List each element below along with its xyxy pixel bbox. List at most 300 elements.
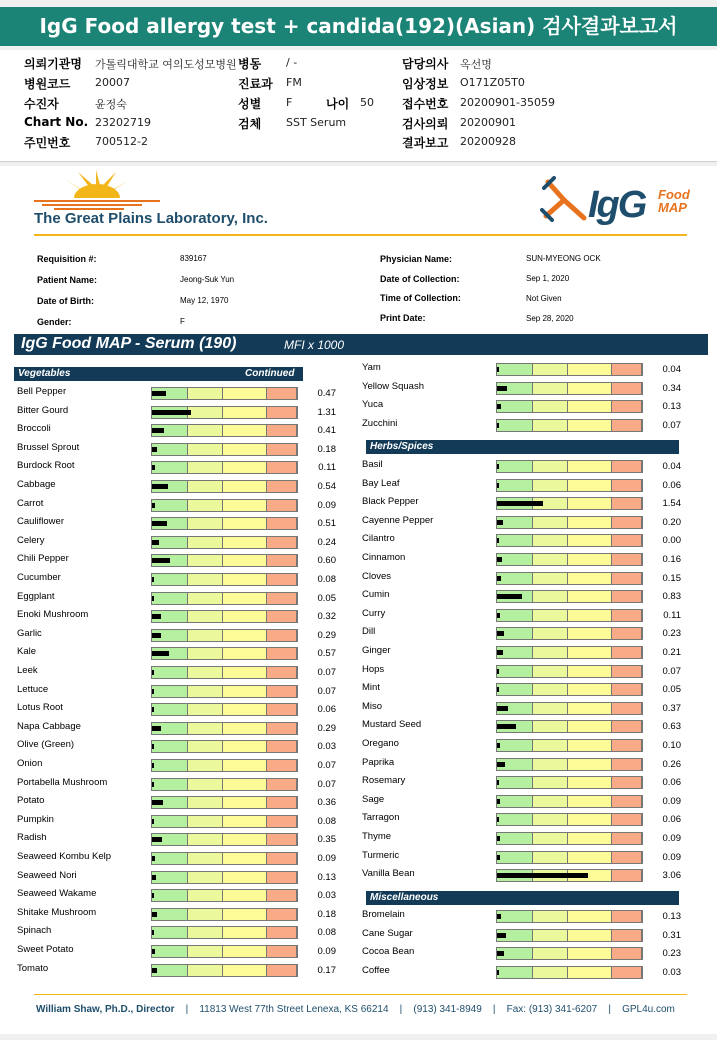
bar-zone [188, 723, 224, 734]
food-level-bar [496, 832, 643, 845]
food-level-fill [497, 687, 499, 692]
bar-zone [533, 364, 569, 375]
bar-zone [188, 946, 224, 957]
food-level-fill [497, 538, 499, 543]
food-name: Burdock Root [17, 460, 75, 472]
food-name: Tomato [17, 962, 49, 974]
bar-zone [188, 388, 224, 399]
bar-zone [533, 911, 569, 922]
misc-section-header [366, 891, 679, 905]
food-level-bar [151, 387, 298, 400]
chart-label: Chart No. [24, 115, 89, 129]
bar-zone [188, 407, 224, 418]
age-value: 50 [360, 96, 374, 109]
food-name: Potato [17, 795, 45, 807]
bar-zone [188, 481, 224, 492]
bar-zone [152, 574, 188, 585]
antibody-logo-icon [538, 174, 590, 222]
bar-zone [267, 760, 297, 771]
food-level-fill [497, 799, 500, 804]
food-name: Paprika [362, 756, 395, 768]
food-name: Basil [362, 459, 383, 470]
bar-zone [612, 740, 642, 751]
food-value: 0.15 [662, 572, 681, 584]
food-level-bar [496, 479, 643, 492]
bar-zone [267, 741, 297, 752]
panel-band [14, 334, 708, 355]
food-level-fill [497, 594, 522, 599]
bar-zone [188, 816, 224, 827]
food-level-bar [151, 685, 298, 698]
bar-zone [497, 461, 533, 472]
bar-zone [612, 814, 642, 825]
food-value: 0.13 [662, 401, 681, 413]
bar-zone [267, 630, 297, 641]
lab-request-header [0, 50, 717, 162]
request-value: 20200901 [460, 116, 516, 129]
food-level-bar [496, 947, 643, 960]
food-level-bar [151, 517, 298, 530]
food-name: Seaweed Kombu Kelp [17, 851, 112, 862]
food-level-bar [496, 720, 643, 733]
bar-zone [497, 401, 533, 412]
food-name: Bromelain [362, 909, 405, 920]
print-date-label: Print Date: [380, 313, 426, 323]
hospital-value: 가톨릭대학교 여의도성모병원 [95, 58, 237, 71]
food-level-bar [496, 739, 643, 752]
result-value: 20200928 [460, 135, 516, 148]
collection-date-value: Sep 1, 2020 [526, 274, 570, 283]
food-name: Lotus Root [17, 702, 63, 714]
food-name: Onion [17, 758, 43, 769]
food-value: 3.06 [662, 870, 681, 882]
bar-zone [188, 667, 224, 678]
bar-zone [533, 401, 569, 412]
food-level-fill [152, 949, 155, 954]
food-name: Cayenne Pepper [362, 514, 434, 526]
food-value: 0.08 [317, 927, 336, 939]
physician-value: SUN-MYEONG OCK [526, 254, 601, 263]
food-level-bar [496, 553, 643, 566]
bar-zone [267, 834, 297, 845]
bar-zone [533, 703, 569, 714]
bar-zone [267, 425, 297, 436]
bar-zone [568, 610, 612, 621]
bar-zone [223, 909, 267, 920]
food-value: 0.34 [662, 382, 681, 394]
food-value: 0.17 [317, 964, 336, 976]
bar-zone [188, 611, 224, 622]
bar-zone [188, 425, 224, 436]
food-level-bar [151, 889, 298, 902]
bar-zone [267, 890, 297, 901]
food-level-fill [152, 521, 167, 526]
bar-zone [497, 967, 533, 978]
food-name: Cumin [362, 589, 390, 601]
food-value: 0.03 [317, 890, 336, 902]
bar-zone [533, 535, 569, 546]
patient-name-value: Jeong-Suk Yun [180, 275, 235, 284]
bar-zone [497, 684, 533, 695]
bar-zone [612, 591, 642, 602]
bar-zone [267, 611, 297, 622]
bar-zone [267, 853, 297, 864]
food-value: 0.10 [662, 740, 681, 751]
bar-zone [533, 721, 569, 732]
food-value: 0.09 [317, 499, 336, 511]
bar-zone [612, 703, 642, 714]
footer-divider [34, 994, 687, 995]
food-value: 0.07 [317, 667, 336, 678]
bar-zone [188, 779, 224, 790]
bar-zone [612, 628, 642, 639]
food-name: Miso [362, 700, 383, 712]
bar-zone [568, 911, 612, 922]
bar-zone [533, 554, 569, 565]
bar-zone [497, 833, 533, 844]
sunrise-logo-icon [34, 170, 160, 212]
bar-zone [533, 684, 569, 695]
bar-zone [533, 852, 569, 863]
bar-zone [568, 759, 612, 770]
food-name: Garlic [17, 627, 42, 639]
bar-zone [188, 927, 224, 938]
bar-zone [152, 816, 188, 827]
food-name: Yam [362, 362, 381, 373]
bar-zone [612, 721, 642, 732]
food-value: 0.20 [662, 516, 681, 528]
food-level-fill [497, 501, 543, 506]
bar-zone [568, 498, 612, 509]
id-value: 700512-2 [95, 135, 148, 148]
gender-value: F [180, 317, 185, 326]
bar-zone [267, 518, 297, 529]
bar-zone [223, 555, 267, 566]
food-value: 0.31 [662, 929, 681, 941]
food-level-fill [497, 724, 516, 729]
bar-zone [188, 648, 224, 659]
food-name: Radish [17, 832, 47, 844]
food-name: Yuca [362, 399, 384, 411]
bar-zone [223, 686, 267, 697]
food-level-fill [497, 780, 499, 785]
food-name: Seaweed Wakame [17, 888, 97, 900]
bar-zone [188, 686, 224, 697]
food-level-fill [152, 633, 161, 638]
bar-zone [497, 610, 533, 621]
food-level-fill [152, 651, 169, 656]
bar-zone [568, 833, 612, 844]
food-value: 0.09 [662, 833, 681, 844]
bar-zone [267, 797, 297, 808]
lab-name: The Great Plains Laboratory, Inc. [34, 210, 268, 227]
food-name: Pumpkin [17, 813, 54, 825]
bar-zone [152, 760, 188, 771]
bar-zone [612, 930, 642, 941]
food-value: 1.31 [317, 406, 336, 418]
bar-zone [188, 797, 224, 808]
food-value: 0.06 [662, 777, 681, 789]
bar-zone [568, 852, 612, 863]
food-level-bar [496, 382, 643, 395]
bar-zone [188, 872, 224, 883]
bar-zone [223, 444, 267, 455]
food-name: Rosemary [362, 775, 406, 787]
bar-zone [568, 684, 612, 695]
bar-zone [267, 686, 297, 697]
food-level-bar [151, 610, 298, 623]
herbs-section-title: Herbs/Spices [370, 441, 434, 452]
food-level-bar [496, 609, 643, 622]
report-title: IgG Food allergy test + candida(192)(Asian) 검사결과보고서 [0, 7, 717, 46]
food-level-fill [152, 484, 168, 489]
footer-separator: | [391, 1004, 411, 1015]
food-level-bar [496, 516, 643, 529]
bar-zone [267, 965, 297, 976]
food-value: 0.11 [663, 609, 681, 621]
bar-zone [612, 480, 642, 491]
bar-zone [568, 814, 612, 825]
requisition-label: Requisition #: [37, 254, 97, 264]
logo-food: Food [658, 187, 690, 202]
bar-zone [497, 420, 533, 431]
food-level-bar [151, 554, 298, 567]
food-name: Bell Pepper [17, 386, 67, 397]
bar-zone [223, 760, 267, 771]
food-value: 0.05 [662, 684, 681, 696]
bar-zone [223, 574, 267, 585]
hospital-label: 의뢰기관명 [24, 57, 82, 71]
bar-zone [267, 927, 297, 938]
bar-zone [188, 704, 224, 715]
bar-zone [152, 890, 188, 901]
footer-separator: | [484, 1004, 504, 1015]
food-name: Bitter Gourd [17, 404, 69, 416]
food-level-fill [497, 386, 507, 391]
food-name: Celery [17, 534, 45, 546]
bar-zone [152, 444, 188, 455]
bar-zone [533, 814, 569, 825]
footer-director: William Shaw, Ph.D., Director [36, 1004, 175, 1015]
food-name: Mustard Seed [362, 719, 422, 731]
food-value: 0.08 [317, 574, 336, 585]
bar-zone [612, 573, 642, 584]
food-name: Shitake Mushroom [17, 906, 97, 918]
bar-zone [612, 796, 642, 807]
food-value: 0.11 [318, 462, 336, 474]
food-name: Cabbage [17, 479, 56, 490]
food-level-bar [151, 443, 298, 456]
food-value: 0.05 [317, 592, 336, 604]
food-level-fill [152, 707, 154, 712]
bar-zone [223, 816, 267, 827]
bar-zone [568, 647, 612, 658]
food-name: Black Pepper [362, 496, 419, 508]
food-level-fill [152, 614, 161, 619]
bar-zone [188, 834, 224, 845]
bar-zone [188, 890, 224, 901]
bar-zone [152, 500, 188, 511]
food-level-bar [496, 590, 643, 603]
bar-zone [533, 777, 569, 788]
food-level-fill [497, 631, 504, 636]
clinical-label: 임상정보 [402, 77, 449, 91]
bar-zone [267, 574, 297, 585]
bar-zone [497, 852, 533, 863]
bar-zone [223, 965, 267, 976]
footer [36, 1004, 675, 1015]
bar-zone [267, 444, 297, 455]
bar-zone [533, 517, 569, 528]
bar-zone [568, 573, 612, 584]
food-name: Curry [362, 607, 386, 619]
bar-zone [568, 535, 612, 546]
food-value: 0.63 [662, 721, 681, 733]
dob-label: Date of Birth: [37, 296, 94, 306]
bar-zone [533, 628, 569, 639]
doctor-label: 담당의사 [402, 57, 449, 71]
food-value: 0.18 [317, 443, 336, 455]
collection-time-label: Time of Collection: [380, 293, 461, 303]
food-level-bar [496, 929, 643, 942]
bar-zone [568, 777, 612, 788]
bar-zone [223, 518, 267, 529]
vegetables-section-title: Vegetables [18, 368, 71, 379]
bar-zone [223, 648, 267, 659]
bar-zone [612, 610, 642, 621]
food-value: 0.06 [317, 704, 336, 716]
food-value: 0.60 [317, 555, 336, 567]
bar-zone [612, 759, 642, 770]
bar-zone [533, 480, 569, 491]
bar-zone [533, 796, 569, 807]
food-level-fill [152, 558, 170, 563]
food-value: 0.03 [662, 966, 681, 978]
bar-zone [612, 401, 642, 412]
food-name: Yellow Squash [362, 380, 424, 392]
food-name: Cauliflower [17, 516, 64, 528]
food-name: Carrot [17, 497, 44, 509]
bar-zone [188, 537, 224, 548]
bar-zone [223, 797, 267, 808]
food-level-bar [496, 646, 643, 659]
food-level-bar [151, 480, 298, 493]
food-value: 0.26 [662, 758, 681, 770]
food-name: Eggplant [17, 590, 55, 602]
bar-zone [612, 911, 642, 922]
bar-zone [533, 833, 569, 844]
food-level-bar [151, 647, 298, 660]
food-level-fill [497, 650, 503, 655]
bar-zone [223, 834, 267, 845]
vegetables-continued-note: Continued [245, 368, 295, 379]
food-value: 1.54 [662, 498, 681, 510]
patient-name-label: Patient Name: [37, 275, 98, 285]
food-level-fill [152, 670, 154, 675]
food-map-logo-text [658, 188, 690, 214]
bar-zone [267, 872, 297, 883]
bar-zone [152, 462, 188, 473]
bar-zone [223, 425, 267, 436]
food-level-bar [151, 722, 298, 735]
food-level-bar [151, 796, 298, 809]
bar-zone [223, 481, 267, 492]
bar-zone [267, 723, 297, 734]
food-level-bar [151, 666, 298, 679]
bar-zone [267, 816, 297, 827]
food-level-fill [497, 423, 499, 428]
food-level-fill [152, 912, 157, 917]
igg-logo-text: IgG [588, 184, 646, 226]
bar-zone [152, 741, 188, 752]
bar-zone [568, 591, 612, 602]
food-level-bar [496, 363, 643, 376]
code-label: 병원코드 [24, 77, 71, 91]
food-level-bar [496, 869, 643, 882]
bar-zone [533, 610, 569, 621]
bar-zone [152, 927, 188, 938]
food-name: Hops [362, 663, 385, 675]
bar-zone [612, 554, 642, 565]
food-value: 0.37 [662, 702, 681, 714]
bar-zone [267, 481, 297, 492]
food-name: Spinach [17, 925, 52, 937]
food-level-fill [152, 763, 154, 768]
bar-zone [612, 948, 642, 959]
food-name: Dill [362, 626, 376, 638]
bar-zone [223, 853, 267, 864]
bar-zone [568, 703, 612, 714]
logo-divider [34, 234, 687, 236]
bar-zone [612, 684, 642, 695]
food-level-fill [497, 520, 503, 525]
herbs-section-header [366, 440, 679, 454]
bar-zone [568, 383, 612, 394]
food-value: 0.57 [317, 648, 336, 660]
bar-zone [568, 401, 612, 412]
food-value: 0.09 [317, 853, 336, 864]
ward-value: / - [286, 56, 298, 69]
food-value: 0.54 [317, 481, 336, 492]
food-value: 0.04 [662, 364, 681, 375]
food-level-bar [151, 759, 298, 772]
bar-zone [223, 611, 267, 622]
bar-zone [612, 461, 642, 472]
food-value: 0.47 [317, 388, 336, 399]
food-level-fill [497, 970, 499, 975]
request-label: 검사의뢰 [402, 117, 449, 131]
food-value: 0.06 [662, 479, 681, 491]
bar-zone [223, 407, 267, 418]
food-level-bar [151, 815, 298, 828]
food-value: 0.09 [662, 795, 681, 807]
food-level-fill [497, 873, 588, 878]
food-value: 0.24 [317, 536, 336, 548]
food-level-fill [152, 930, 154, 935]
bar-zone [497, 535, 533, 546]
food-level-bar [496, 795, 643, 808]
food-level-bar [151, 573, 298, 586]
bar-zone [533, 930, 569, 941]
food-name: Ginger [362, 645, 391, 656]
vegetables-section-header [14, 367, 303, 381]
footer-phone: (913) 341-8949 [413, 1004, 482, 1015]
bar-zone [533, 948, 569, 959]
misc-section-title: Miscellaneous [370, 892, 439, 903]
bar-zone [188, 909, 224, 920]
food-name: Sweet Potato [17, 944, 74, 955]
bar-zone [612, 535, 642, 546]
